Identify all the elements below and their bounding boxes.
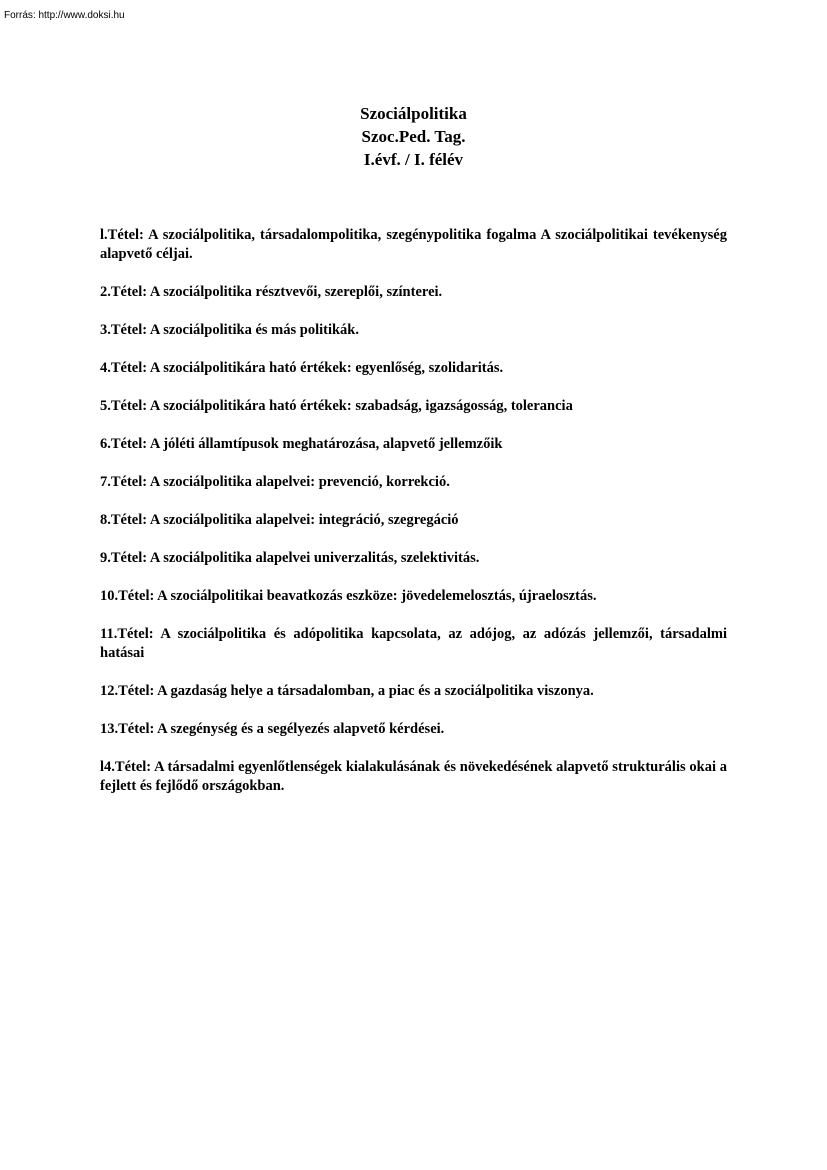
topic-item-7: 7.Tétel: A szociálpolitika alapelvei: prevenció, korrekció. [100,474,450,490]
topic-item-8: 8.Tétel: A szociálpolitika alapelvei: integráció, szegregáció [100,512,459,528]
topic-item-13: 13.Tétel: A szegénység és a segélyezés alapvető kérdései. [100,721,445,737]
topic-item-14: l4.Tétel: A társadalmi egyenlőtlenségek kialakulásának és növekedésének alapvető strukturális okai a fejlett és fejlődő országokban. [100,759,727,794]
topic-item-5: 5.Tétel: A szociálpolitikára ható értékek: szabadság, igazságosság, tolerancia [100,398,573,414]
topic-item-12: 12.Tétel: A gazdaság helye a társadalomban, a piac és a szociálpolitika viszonya. [100,683,594,699]
topic-item-11: 11.Tétel: A szociálpolitika és adópolitika kapcsolata, az adójog, az adózás jellemzői, társadalmi hatásai [100,626,727,661]
source-line: Forrás: http://www.doksi.hu [4,10,125,21]
title-subject: Szociálpolitika [360,104,467,123]
document-title [0,102,827,171]
topic-item-6: 6.Tétel: A jóléti államtípusok meghatározása, alapvető jellemzőik [100,436,503,452]
title-program: Szoc.Ped. Tag. [361,127,466,146]
topic-item-3: 3.Tétel: A szociálpolitika és más politikák. [100,322,359,338]
topic-item-1: l.Tétel: A szociálpolitika, társadalompolitika, szegénypolitika fogalma A szociálpolitikai tevékenység alapvető céljai. [100,227,727,262]
topic-list [100,226,727,815]
topic-item-10: 10.Tétel: A szociálpolitikai beavatkozás eszköze: jövedelemelosztás, újraelosztás. [100,588,597,604]
topic-item-4: 4.Tétel: A szociálpolitikára ható értékek: egyenlőség, szolidaritás. [100,360,504,376]
topic-item-9: 9.Tétel: A szociálpolitika alapelvei univerzalitás, szelektivitás. [100,550,480,566]
topic-item-2: 2.Tétel: A szociálpolitika résztvevői, szereplői, színterei. [100,284,443,300]
title-semester: I.évf. / I. félév [363,150,464,169]
